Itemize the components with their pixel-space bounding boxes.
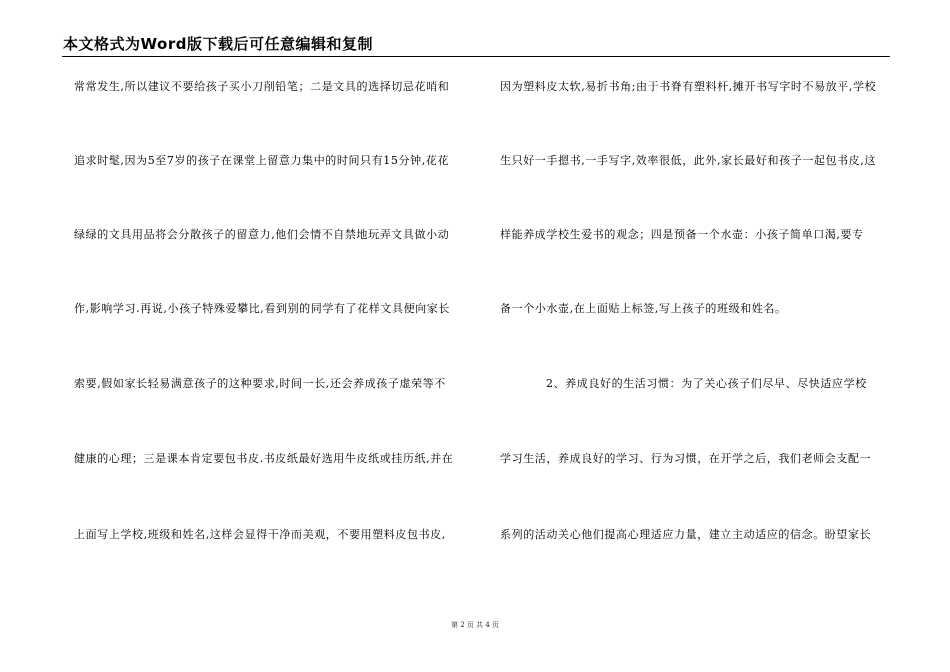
paragraph-line: 追求时髦,因为5至7岁的孩子在课堂上留意力集中的时间只有15分钟,花花 xyxy=(74,154,449,167)
paragraph-line: 生只好一手摁书,一手写字,效率很低，此外,家长最好和孩子一起包书皮,这 xyxy=(500,154,876,167)
paragraph-line: 绿绿的文具用品将会分散孩子的留意力,他们会情不自禁地玩弄文具做小动 xyxy=(74,228,450,241)
paragraph-line: 常常发生,所以建议不要给孩子买小刀削铅笔；二是文具的选择切忌花哨和 xyxy=(74,80,450,93)
section-heading-line: 2、养成良好的生活习惯：为了关心孩子们尽早、尽快适应学校 xyxy=(546,377,867,390)
paragraph-line: 学习生活，养成良好的学习、行为习惯，在开学之后，我们老师会支配一 xyxy=(500,452,872,465)
document-header-title: 本文格式为Word版下载后可任意编辑和复制 xyxy=(63,35,373,53)
page-number-footer: 第 2 页 共 4 页 xyxy=(450,621,500,629)
paragraph-line: 因为塑料皮太软,易折书角;由于书脊有塑料杆,摊开书写字时不易放平,学校 xyxy=(500,80,877,93)
paragraph-line: 健康的心理；三是课本肯定要包书皮.书皮纸最好选用牛皮纸或挂历纸,并在 xyxy=(74,452,454,465)
paragraph-line: 上面写上学校,班级和姓名,这样会显得干净而美观，不要用塑料皮包书皮, xyxy=(74,528,446,541)
paragraph-line: 系列的活动关心他们提高心理适应力量，建立主动适应的信念。盼望家长 xyxy=(500,528,872,541)
paragraph-line: 备一个小水壶,在上面贴上标签,写上孩子的班级和姓名。 xyxy=(500,302,787,315)
paragraph-line: 索要,假如家长轻易满意孩子的这种要求,时间一长,还会养成孩子虚荣等不 xyxy=(74,377,446,390)
paragraph-line: 样能养成学校生爱书的观念；四是预备一个水壶：小孩子简单口渴,要专 xyxy=(500,228,864,241)
header-divider xyxy=(62,56,890,57)
paragraph-line: 作,影响学习.再说,小孩子特殊爱攀比,看到别的同学有了花样文具便向家长 xyxy=(74,302,450,315)
